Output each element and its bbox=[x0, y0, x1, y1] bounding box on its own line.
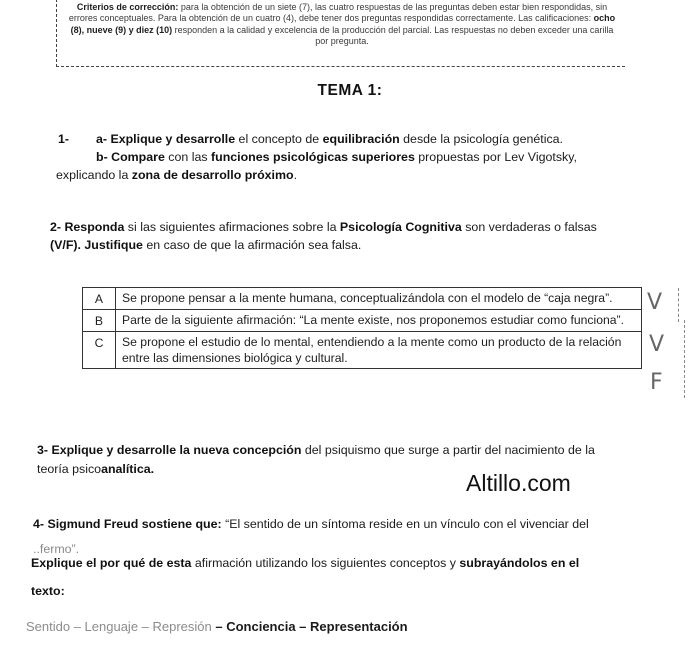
table-row bbox=[83, 288, 642, 310]
table-row bbox=[83, 310, 642, 332]
handwritten-stroke bbox=[684, 320, 685, 398]
q1-part-a: a- Explique y desarrolle el concepto de equilibración desde la psicología genética. bbox=[96, 132, 563, 146]
row-letter: B bbox=[83, 310, 116, 332]
q4-line1: 4- Sigmund Freud sostiene que: “El sentido de un síntoma reside en un vínculo con el vivenciar del bbox=[33, 517, 589, 531]
handwritten-mark-a: V bbox=[647, 290, 663, 315]
q1-number: 1- bbox=[58, 132, 70, 146]
q2-line2: (V/F). Justifique en caso de que la afirmación sea falsa. bbox=[50, 238, 362, 252]
criteria-grades: ocho (8), nueve (9) y diez (10) bbox=[70, 13, 616, 35]
criteria-text-b: responden a la calidad y excelencia de la producción del parcial. Las respuestas no deben exceder una carilla por pregunta. bbox=[174, 24, 614, 47]
row-letter: A bbox=[83, 288, 116, 310]
handwritten-mark-b: V bbox=[649, 332, 665, 357]
handwritten-mark-c: F bbox=[650, 370, 663, 395]
concepts-list: Sentido – Lenguaje – Represión – Conciencia – Representación bbox=[26, 619, 408, 634]
handwritten-stroke bbox=[678, 288, 679, 322]
q1-part-b: b- Compare con las funciones psicológicas superiores propuestas por Lev Vigotsky, bbox=[96, 150, 577, 164]
page-title: TEMA 1: bbox=[317, 82, 383, 99]
criteria-label: Criterios de corrección: bbox=[76, 2, 179, 12]
statements-table bbox=[82, 287, 642, 369]
q4-instruction: Explique el por qué de esta afirmación utilizando los siguientes conceptos y subrayándolos en el bbox=[31, 556, 580, 570]
q3-line1: 3- Explique y desarrolle la nueva concepción del psiquismo que surge a partir del nacimiento de la bbox=[37, 443, 595, 457]
table-row bbox=[83, 332, 642, 369]
row-letter: C bbox=[83, 332, 116, 369]
q4-instruction-end: texto: bbox=[31, 584, 65, 598]
q3-line2: teoría psicoanalítica. bbox=[37, 462, 155, 476]
row-text: Parte de la siguiente afirmación: “La mente existe, nos proponemos estudiar como funciona”. bbox=[116, 310, 642, 332]
watermark: Altillo.com bbox=[466, 470, 571, 496]
q1-part-c: explicando la zona de desarrollo próximo. bbox=[56, 168, 298, 182]
q4-line2: ..fermo”. bbox=[33, 542, 80, 556]
q2-line1: 2- Responda si las siguientes afirmaciones sobre la Psicología Cognitiva son verdaderas o falsas bbox=[50, 220, 597, 234]
row-text: Se propone el estudio de lo mental, entendiendo a la mente como un producto de la relación entre las dimensiones biológica y cultural. bbox=[116, 332, 642, 369]
row-text: Se propone pensar a la mente humana, conceptualizándola con el modelo de “caja negra”. bbox=[116, 288, 642, 310]
criteria-text-a: para la obtención de un siete (7), las cuatro respuestas de las preguntas deben estar bien respondidas, sin errores conceptuales. Para la obtención de un cuatro (4), debe tener dos preguntas respondidas correctamente. Las calificaciones: bbox=[68, 2, 608, 24]
criteria-text bbox=[64, 2, 620, 48]
